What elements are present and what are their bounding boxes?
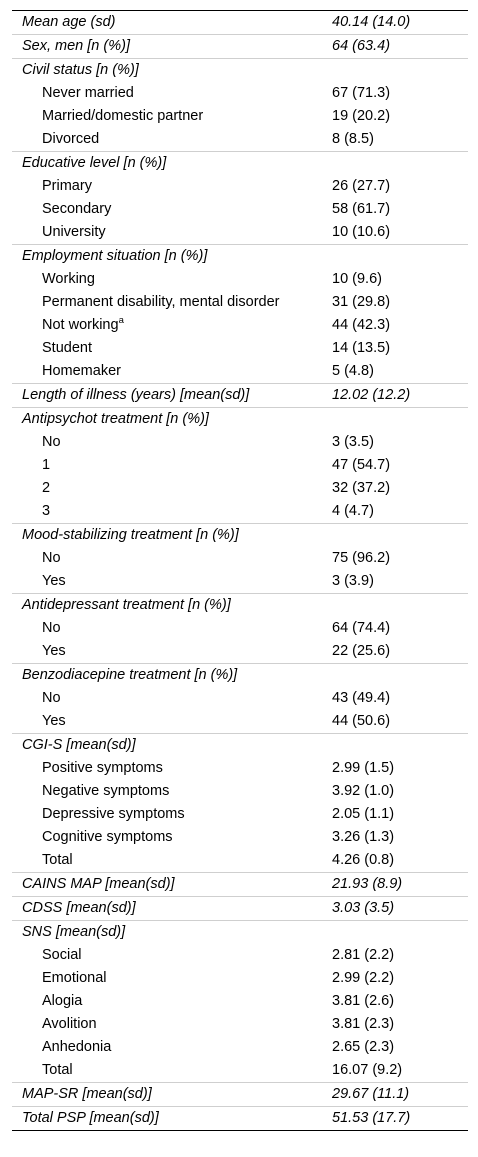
row-value-cell (332, 454, 468, 477)
row-label-cell (12, 268, 332, 291)
row-label: Social (42, 947, 82, 963)
row-label: Negative symptoms (42, 783, 170, 799)
section-label-cell (12, 921, 332, 945)
row-label: Emotional (42, 970, 107, 986)
table-section-row (12, 524, 468, 548)
row-label-cell (12, 500, 332, 524)
section-label: Antidepressant treatment [n (%)] (22, 597, 231, 613)
row-label-cell (12, 291, 332, 314)
row-value: 10 (10.6) (332, 224, 391, 240)
row-value: 29.67 (11.1) (332, 1086, 410, 1102)
row-value-cell (332, 82, 468, 105)
row-label: Alogia (42, 993, 83, 1009)
table-section-row (12, 35, 468, 59)
row-value-cell (332, 477, 468, 500)
row-value: 2.65 (2.3) (332, 1039, 395, 1055)
row-value: 4 (4.7) (332, 503, 374, 519)
table-row (12, 780, 468, 803)
row-label: Depressive symptoms (42, 806, 185, 822)
row-value-cell (332, 1059, 468, 1083)
row-label: Yes (42, 713, 66, 729)
row-value-cell (332, 11, 468, 35)
row-value-cell (332, 849, 468, 873)
row-value: 3.81 (2.3) (332, 1016, 395, 1032)
row-value: 10 (9.6) (332, 271, 382, 287)
section-label: Length of illness (years) [mean(sd)] (22, 387, 250, 403)
row-label-cell (12, 1013, 332, 1036)
row-value: 4.26 (0.8) (332, 852, 395, 868)
row-value: 43 (49.4) (332, 690, 391, 706)
table-section-row (12, 152, 468, 176)
table-section-row (12, 1107, 468, 1131)
row-value-cell (332, 500, 468, 524)
row-value-cell (332, 640, 468, 664)
row-label: Total (42, 1062, 73, 1078)
section-label-cell (12, 873, 332, 897)
row-label-cell (12, 570, 332, 594)
row-value-cell (332, 687, 468, 710)
table-row (12, 967, 468, 990)
section-label-cell (12, 664, 332, 688)
section-label: Mean age (sd) (22, 14, 116, 30)
row-label-cell (12, 221, 332, 245)
table-section-row (12, 921, 468, 945)
section-label-cell (12, 594, 332, 618)
table-bottom-rule (12, 1130, 468, 1131)
row-label-cell (12, 710, 332, 734)
row-label: Married/domestic partner (42, 108, 204, 124)
row-label: Yes (42, 643, 66, 659)
row-label-cell (12, 360, 332, 384)
row-label: No (42, 690, 61, 706)
row-value-cell (332, 617, 468, 640)
row-label-cell (12, 617, 332, 640)
table-section-row (12, 897, 468, 921)
table-row (12, 1059, 468, 1083)
row-value: 44 (42.3) (332, 317, 391, 333)
row-label-cell (12, 780, 332, 803)
table-section-row (12, 408, 468, 432)
section-label: Civil status [n (%)] (22, 62, 139, 78)
row-value-cell (332, 291, 468, 314)
row-value: 2.99 (1.5) (332, 760, 395, 776)
row-value: 12.02 (12.2) (332, 387, 411, 403)
row-label: Yes (42, 573, 66, 589)
row-label: 2 (42, 480, 51, 496)
row-label: No (42, 434, 61, 450)
table-section-row (12, 384, 468, 408)
row-value-cell (332, 221, 468, 245)
row-label: Working (42, 271, 95, 287)
row-label-cell (12, 454, 332, 477)
row-value: 3.92 (1.0) (332, 783, 395, 799)
row-label-cell (12, 687, 332, 710)
row-value: 2.05 (1.1) (332, 806, 395, 822)
table-section-row (12, 11, 468, 35)
table-section-row (12, 594, 468, 618)
row-value-cell (332, 780, 468, 803)
row-value-cell (332, 1083, 468, 1107)
table-row (12, 314, 468, 337)
row-value-cell (332, 734, 468, 758)
row-label: No (42, 550, 61, 566)
row-label-cell (12, 198, 332, 221)
row-value: 51.53 (17.7) (332, 1110, 411, 1126)
table-row (12, 221, 468, 245)
row-value: 3.26 (1.3) (332, 829, 395, 845)
table-section-row (12, 245, 468, 269)
row-value: 31 (29.8) (332, 294, 391, 310)
row-label: Positive symptoms (42, 760, 163, 776)
section-label-cell (12, 245, 332, 269)
table-row (12, 337, 468, 360)
section-label: CAINS MAP [mean(sd)] (22, 876, 175, 892)
row-value-cell (332, 268, 468, 291)
row-label-cell (12, 640, 332, 664)
row-value-cell (332, 128, 468, 152)
row-value: 64 (74.4) (332, 620, 391, 636)
row-label: Avolition (42, 1016, 97, 1032)
row-value-cell (332, 944, 468, 967)
row-value-cell (332, 152, 468, 176)
row-label-cell (12, 944, 332, 967)
row-value-cell (332, 757, 468, 780)
row-value: 3.03 (3.5) (332, 900, 395, 916)
table-section-row (12, 734, 468, 758)
row-value: 47 (54.7) (332, 457, 391, 473)
row-value-cell (332, 873, 468, 897)
row-value: 75 (96.2) (332, 550, 391, 566)
table-body (12, 11, 468, 1130)
section-label: Educative level [n (%)] (22, 155, 167, 171)
row-value-cell (332, 245, 468, 269)
section-label-cell (12, 897, 332, 921)
row-label-cell (12, 967, 332, 990)
table-row (12, 849, 468, 873)
row-value: 8 (8.5) (332, 131, 374, 147)
row-value-cell (332, 431, 468, 454)
row-value-cell (332, 990, 468, 1013)
table-row (12, 477, 468, 500)
row-value: 64 (63.4) (332, 38, 391, 54)
table-row (12, 1013, 468, 1036)
row-value: 58 (61.7) (332, 201, 391, 217)
table-row (12, 105, 468, 128)
row-value-cell (332, 826, 468, 849)
section-label-cell (12, 734, 332, 758)
row-label: 3 (42, 503, 51, 519)
row-value: 32 (37.2) (332, 480, 391, 496)
row-label-cell (12, 337, 332, 360)
table-row (12, 268, 468, 291)
table-row (12, 803, 468, 826)
row-label: No (42, 620, 61, 636)
row-value-cell (332, 524, 468, 548)
row-label: Secondary (42, 201, 112, 217)
table-row (12, 360, 468, 384)
row-label: Divorced (42, 131, 100, 147)
row-label-cell (12, 105, 332, 128)
row-value-cell (332, 337, 468, 360)
section-label-cell (12, 35, 332, 59)
row-value: 21.93 (8.9) (332, 876, 403, 892)
row-value: 67 (71.3) (332, 85, 391, 101)
section-label: SNS [mean(sd)] (22, 924, 126, 940)
section-label: CDSS [mean(sd)] (22, 900, 136, 916)
section-label-cell (12, 59, 332, 83)
row-value: 26 (27.7) (332, 178, 391, 194)
row-label-cell (12, 1036, 332, 1059)
row-label: Cognitive symptoms (42, 829, 173, 845)
row-value-cell (332, 35, 468, 59)
row-value: 16.07 (9.2) (332, 1062, 403, 1078)
row-value-cell (332, 59, 468, 83)
section-label: Employment situation [n (%)] (22, 248, 208, 264)
row-value-cell (332, 664, 468, 688)
row-value: 2.81 (2.2) (332, 947, 395, 963)
row-label-cell (12, 477, 332, 500)
row-value-cell (332, 594, 468, 618)
row-label-cell (12, 826, 332, 849)
table-row (12, 944, 468, 967)
row-label-cell (12, 82, 332, 105)
section-label: Total PSP [mean(sd)] (22, 1110, 159, 1126)
row-label: University (42, 224, 106, 240)
row-value: 44 (50.6) (332, 713, 391, 729)
row-value-cell (332, 360, 468, 384)
table-row (12, 570, 468, 594)
row-label-cell (12, 128, 332, 152)
table-row (12, 547, 468, 570)
section-label-cell (12, 1083, 332, 1107)
row-value-cell (332, 897, 468, 921)
row-label: Never married (42, 85, 134, 101)
table-row (12, 1036, 468, 1059)
table-row (12, 175, 468, 198)
row-value-cell (332, 314, 468, 337)
row-value: 3 (3.5) (332, 434, 374, 450)
row-value: 14 (13.5) (332, 340, 391, 356)
section-label: Antipsychot treatment [n (%)] (22, 411, 209, 427)
row-value-cell (332, 803, 468, 826)
row-value: 5 (4.8) (332, 363, 374, 379)
table-row (12, 710, 468, 734)
table-row (12, 687, 468, 710)
row-label: Student (42, 340, 92, 356)
table-section-row (12, 873, 468, 897)
table-row (12, 500, 468, 524)
row-value-cell (332, 384, 468, 408)
row-label: Anhedonia (42, 1039, 112, 1055)
row-label: Not working (42, 317, 119, 333)
table-row (12, 128, 468, 152)
row-value-cell (332, 408, 468, 432)
row-label: Homemaker (42, 363, 121, 379)
table-row (12, 757, 468, 780)
table-row (12, 990, 468, 1013)
table-section-row (12, 59, 468, 83)
row-value: 2.99 (2.2) (332, 970, 395, 986)
row-value-cell (332, 175, 468, 198)
row-label-cell (12, 757, 332, 780)
row-label-cell (12, 175, 332, 198)
characteristics-table (12, 11, 468, 1130)
row-label-cell (12, 431, 332, 454)
row-label-cell (12, 990, 332, 1013)
section-label: Sex, men [n (%)] (22, 38, 130, 54)
row-value: 40.14 (14.0) (332, 14, 411, 30)
section-label: MAP-SR [mean(sd)] (22, 1086, 152, 1102)
table-row (12, 617, 468, 640)
section-label-cell (12, 524, 332, 548)
row-label-cell (12, 314, 332, 337)
row-value: 22 (25.6) (332, 643, 391, 659)
row-value-cell (332, 710, 468, 734)
table-row (12, 82, 468, 105)
row-value: 3 (3.9) (332, 573, 374, 589)
table-section-row (12, 664, 468, 688)
section-label-cell (12, 384, 332, 408)
row-value: 3.81 (2.6) (332, 993, 395, 1009)
row-label-cell (12, 849, 332, 873)
row-label: Primary (42, 178, 92, 194)
table-row (12, 826, 468, 849)
row-label: 1 (42, 457, 51, 473)
table-row (12, 640, 468, 664)
row-value-cell (332, 1036, 468, 1059)
characteristics-table-container (12, 10, 468, 1131)
section-label: CGI-S [mean(sd)] (22, 737, 136, 753)
section-label: Mood-stabilizing treatment [n (%)] (22, 527, 239, 543)
footnote-marker: a (118, 315, 124, 327)
row-label-cell (12, 547, 332, 570)
table-row (12, 431, 468, 454)
row-label: Permanent disability, mental disorder (42, 294, 280, 310)
table-section-row (12, 1083, 468, 1107)
table-row (12, 291, 468, 314)
row-value-cell (332, 547, 468, 570)
row-value-cell (332, 1107, 468, 1131)
row-value-cell (332, 967, 468, 990)
row-label-cell (12, 803, 332, 826)
section-label-cell (12, 1107, 332, 1131)
row-value-cell (332, 1013, 468, 1036)
row-value-cell (332, 921, 468, 945)
section-label-cell (12, 11, 332, 35)
section-label-cell (12, 408, 332, 432)
row-value-cell (332, 198, 468, 221)
row-value-cell (332, 105, 468, 128)
row-value-cell (332, 570, 468, 594)
row-value: 19 (20.2) (332, 108, 391, 124)
row-label: Total (42, 852, 73, 868)
table-row (12, 454, 468, 477)
section-label: Benzodiacepine treatment [n (%)] (22, 667, 238, 683)
row-label-cell (12, 1059, 332, 1083)
section-label-cell (12, 152, 332, 176)
table-row (12, 198, 468, 221)
